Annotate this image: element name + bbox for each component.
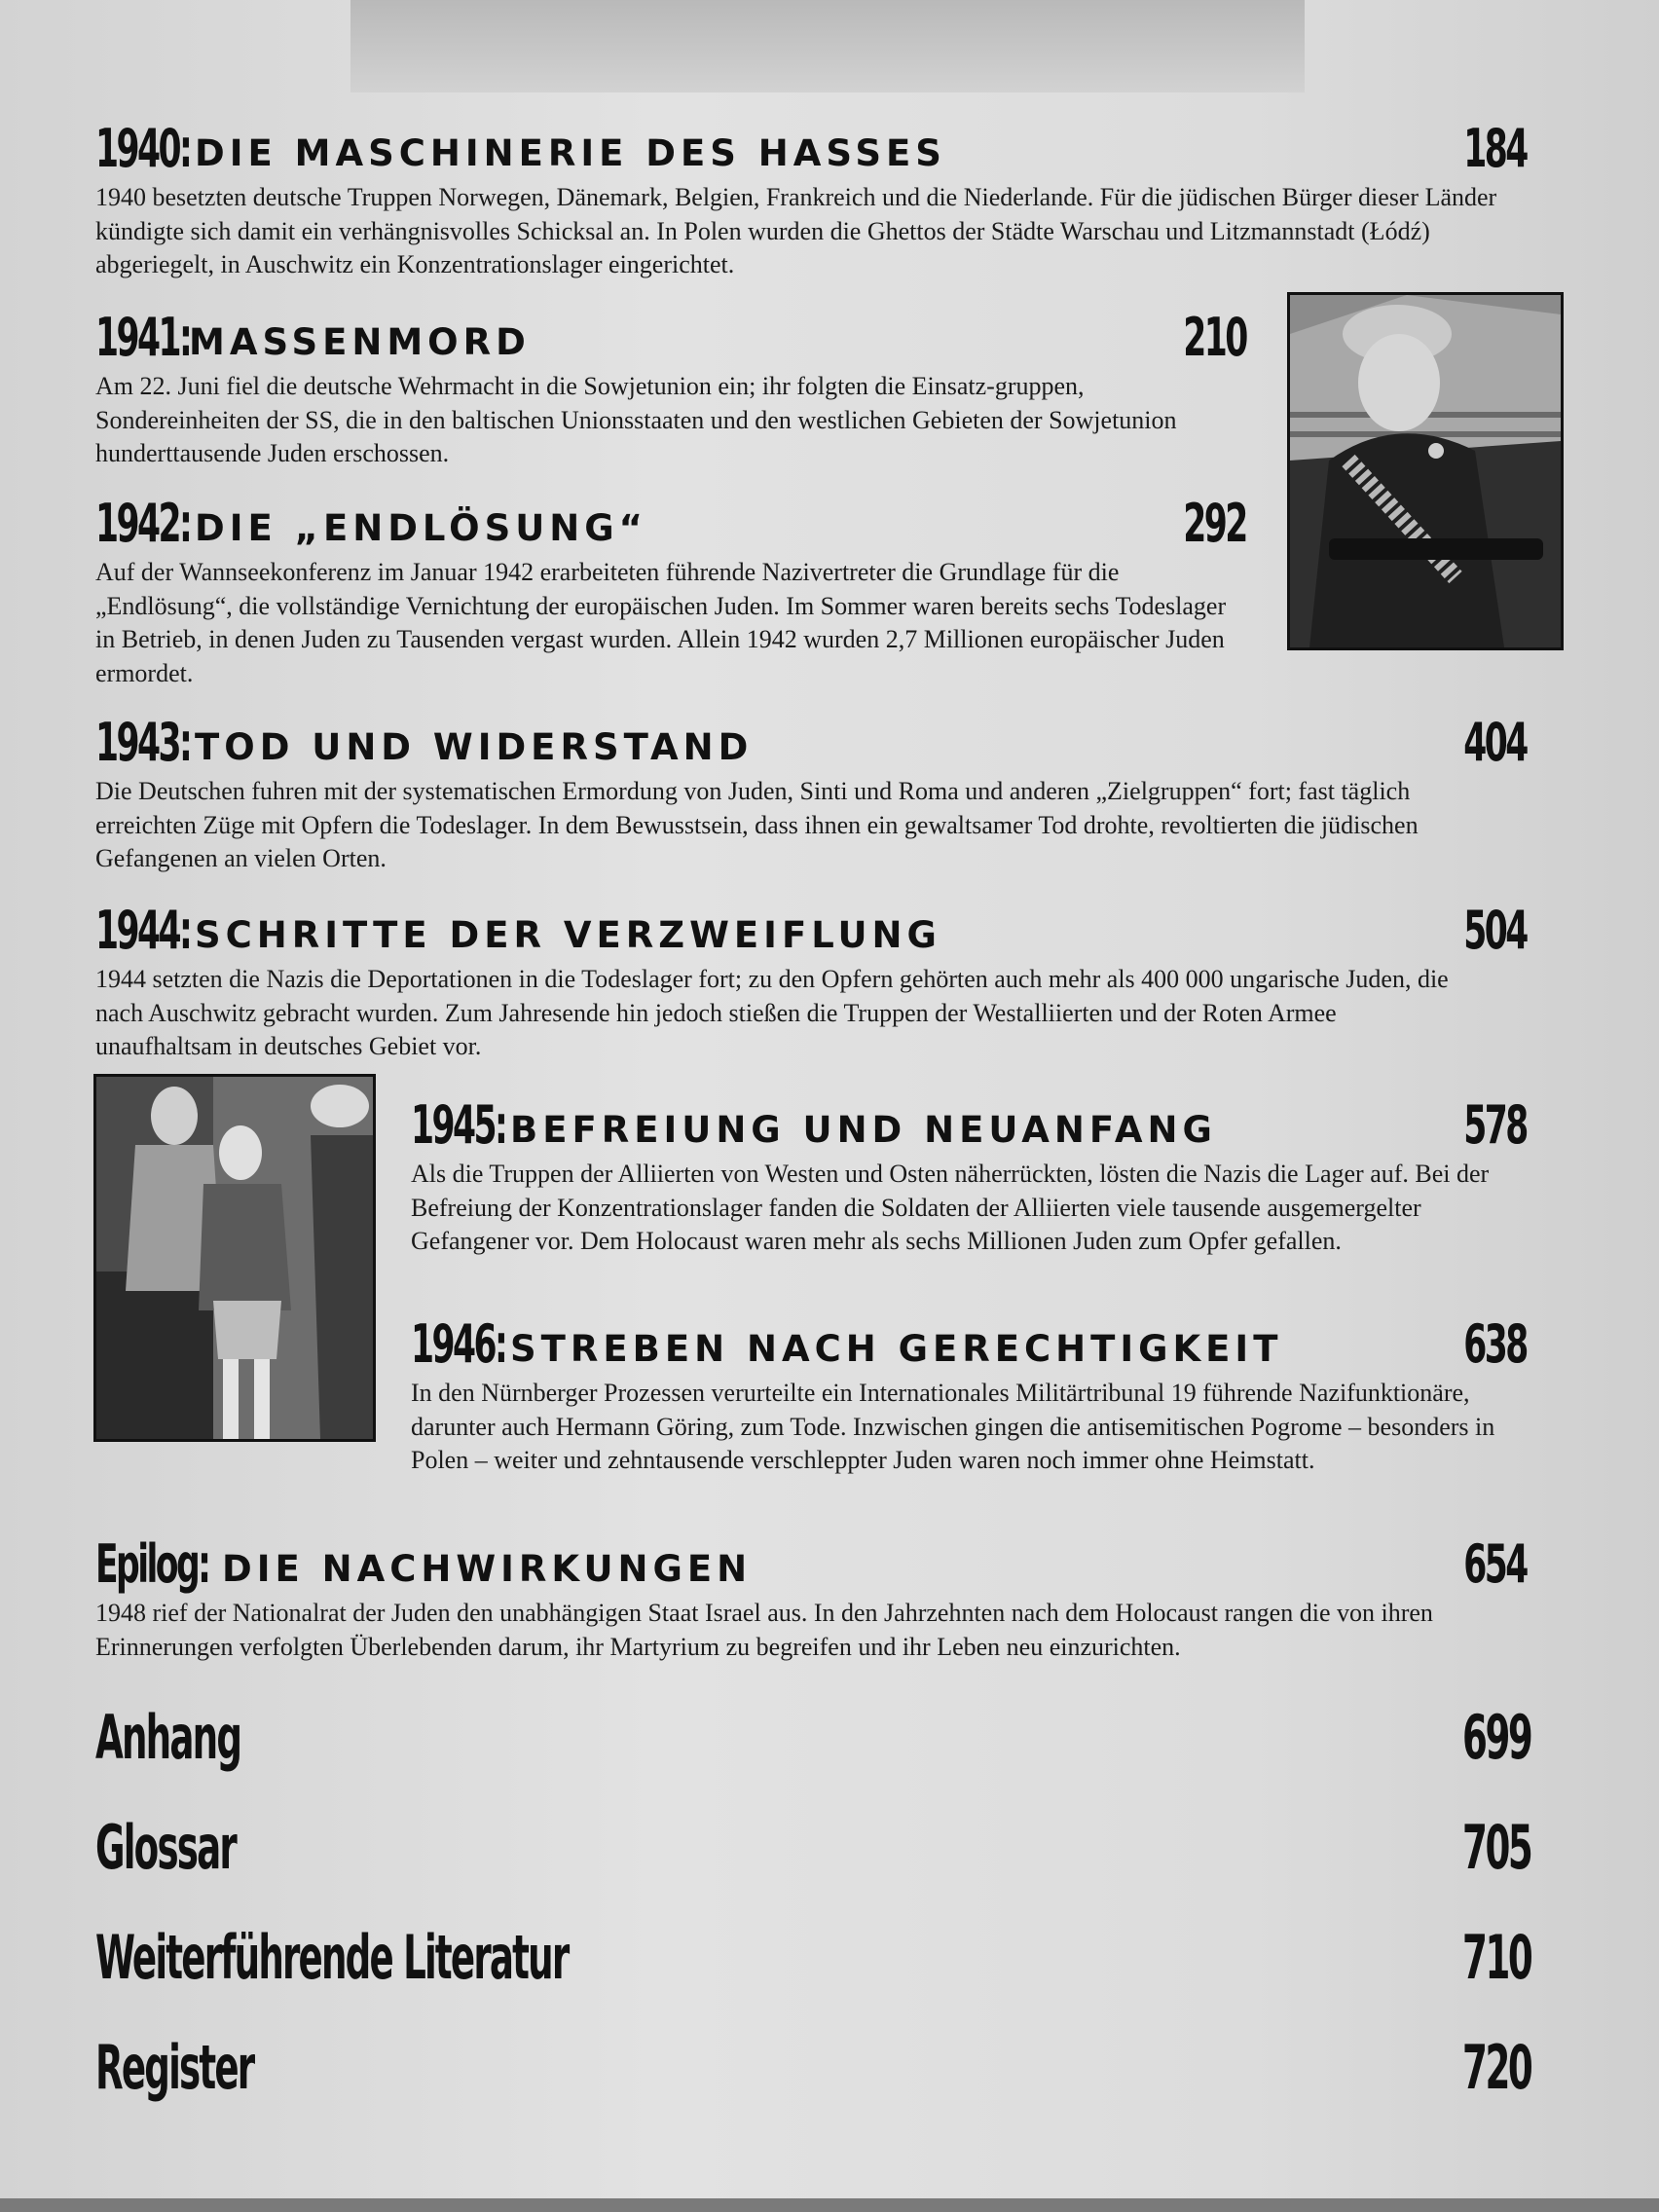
chapter-title: DIE „ENDLÖSUNG“ (195, 507, 647, 549)
backmatter-literatur (95, 1914, 1530, 1992)
chapter-epilog (95, 1530, 1527, 1664)
chapter-heading (95, 304, 1246, 368)
backmatter-label: Weiterführende Literatur (95, 1922, 569, 1993)
backmatter-page-number: 705 (1461, 1812, 1530, 1883)
backmatter-label: Register (95, 2032, 254, 2103)
chapter-summary: Als die Truppen der Alliierten von Westen und Osten näherrückten, lösten die Nazis die Lager auf. Bei der Befreiung der Konzentrationslager fanden die Soldaten der Alliierten viele tausende ausgemergelter Gefangener vor. Dem Holocaust waren mehr als sechs Millionen Juden zum Opfer gefallen. (411, 1160, 1490, 1255)
chapter-page-number: 404 (1463, 712, 1527, 773)
backmatter-register (95, 2024, 1530, 2102)
backmatter-label: Anhang (95, 1702, 241, 1773)
prisoners-illustration (96, 1077, 373, 1439)
chapter-1940 (95, 115, 1527, 282)
chapter-1944 (95, 897, 1527, 1064)
chapter-1946 (411, 1310, 1527, 1478)
photo-liberated-prisoners (93, 1074, 376, 1442)
backmatter-page-number: 720 (1461, 2032, 1530, 2103)
top-page-edge (350, 0, 1305, 92)
chapter-page-number: 184 (1463, 118, 1527, 179)
chapter-summary: 1944 setzten die Nazis die Deportationen in die Todeslager fort; zu den Opfern gehörten auch mehr als 400 000 ungarische Juden, die nach Auschwitz gebracht wurden. Zum Jahresende hin jedoch stießen die Truppen der Westalliierten und der Roten Armee unaufhaltsam in deutsches Gebiet vor. (95, 965, 1449, 1060)
chapter-page-number: 292 (1183, 493, 1246, 554)
chapter-year: 1944: (95, 900, 191, 961)
chapter-summary: Am 22. Juni fiel die deutsche Wehrmacht in die Sowjetunion ein; ihr folgten die Einsatz-gruppen, Sondereinheiten der SS, die in den baltischen Unionsstaaten und den westlichen Gebieten der Sowjetunion hunderttausende Juden erschossen. (95, 372, 1177, 467)
chapter-heading (411, 1310, 1527, 1375)
chapter-page-number: 638 (1463, 1313, 1527, 1375)
chapter-heading (95, 115, 1527, 179)
chapter-page-number: 210 (1183, 307, 1246, 368)
chapter-year: 1945: (411, 1094, 506, 1156)
chapter-1945 (411, 1091, 1527, 1259)
chapter-1941 (95, 304, 1246, 471)
partisan-illustration (1290, 295, 1561, 647)
chapter-heading (95, 1530, 1527, 1595)
chapter-year: 1942: (95, 493, 191, 554)
chapter-year: 1946: (411, 1313, 506, 1375)
chapter-title: TOD UND WIDERSTAND (195, 726, 754, 768)
chapter-title: SCHRITTE DER VERZWEIFLUNG (195, 914, 941, 956)
chapter-summary: Die Deutschen fuhren mit der systematischen Ermordung von Juden, Sinti und Roma und anderen „Zielgruppen“ fort; fast täglich erreichten Züge mit Opfern die Todeslager. In dem Bewusstsein, dass ihnen ein gewaltsamer Tod drohte, revoltierten die jüdischen Gefangenen an vielen Orten. (95, 777, 1419, 872)
photo-young-partisan (1287, 292, 1564, 650)
chapter-summary: 1948 rief der Nationalrat der Juden den unabhängigen Staat Israel aus. In den Jahrzehnten nach dem Holocaust rangen die von ihren Erinnerungen verfolgten Überlebenden darum, ihr Martyrium zu begreifen und ihr Leben neu einzurichten. (95, 1599, 1433, 1661)
chapter-page-number: 578 (1463, 1094, 1527, 1156)
chapter-title: MASSENMORD (189, 321, 531, 363)
chapter-page-number: 504 (1463, 900, 1527, 961)
chapter-title: STREBEN NACH GERECHTIGKEIT (510, 1328, 1283, 1370)
bottom-page-edge (0, 2198, 1659, 2212)
backmatter-label: Glossar (95, 1812, 236, 1883)
chapter-summary: Auf der Wannseekonferenz im Januar 1942 erarbeiteten führende Nazivertreter die Grundlage für die „Endlösung“, die vollständige Vernichtung der europäischen Juden. Im Sommer waren bereits sechs Todeslager in Betrieb, in denen Juden zu Tausenden vergast wurden. Allein 1942 wurden 2,7 Millionen europäischer Juden ermordet. (95, 558, 1227, 687)
chapter-year: 1940: (95, 118, 191, 179)
chapter-year: 1943: (95, 712, 191, 773)
backmatter-page-number: 710 (1461, 1922, 1530, 1993)
chapter-summary: In den Nürnberger Prozessen verurteilte ein Internationales Militärtribunal 19 führende Nazifunktionäre, darunter auch Hermann Göring, zum Tode. Inzwischen gingen die antisemitischen Pogrome – besonders in Polen – weiter und zehntausende verschleppter Juden waren noch immer ohne Heimstatt. (411, 1379, 1495, 1474)
chapter-page-number: 654 (1463, 1533, 1527, 1595)
chapter-summary: 1940 besetzten deutsche Truppen Norwegen, Dänemark, Belgien, Frankreich und die Niederlande. Für die jüdischen Bürger dieser Länder kündigte sich damit ein verhängnisvolles Schicksal an. In Polen wurden die Ghettos der Städte Warschau und Litzmannstadt (Łódź) abgeriegelt, in Auschwitz ein Konzentrationslager eingerichtet. (95, 183, 1497, 278)
chapter-1943 (95, 709, 1527, 876)
chapter-title: DIE NACHWIRKUNGEN (222, 1548, 753, 1590)
chapter-year: 1941: (95, 307, 191, 368)
chapter-1942 (95, 490, 1246, 690)
chapter-title: BEFREIUNG UND NEUANFANG (510, 1109, 1217, 1151)
chapter-heading (411, 1091, 1527, 1156)
chapter-heading (95, 709, 1527, 773)
chapter-title: DIE MASCHINERIE DES HASSES (195, 132, 946, 174)
backmatter-glossar (95, 1804, 1530, 1882)
backmatter-page-number: 699 (1461, 1702, 1530, 1773)
backmatter-anhang (95, 1694, 1530, 1772)
chapter-heading (95, 897, 1527, 961)
chapter-year: Epilog: (95, 1533, 209, 1595)
chapter-heading (95, 490, 1246, 554)
